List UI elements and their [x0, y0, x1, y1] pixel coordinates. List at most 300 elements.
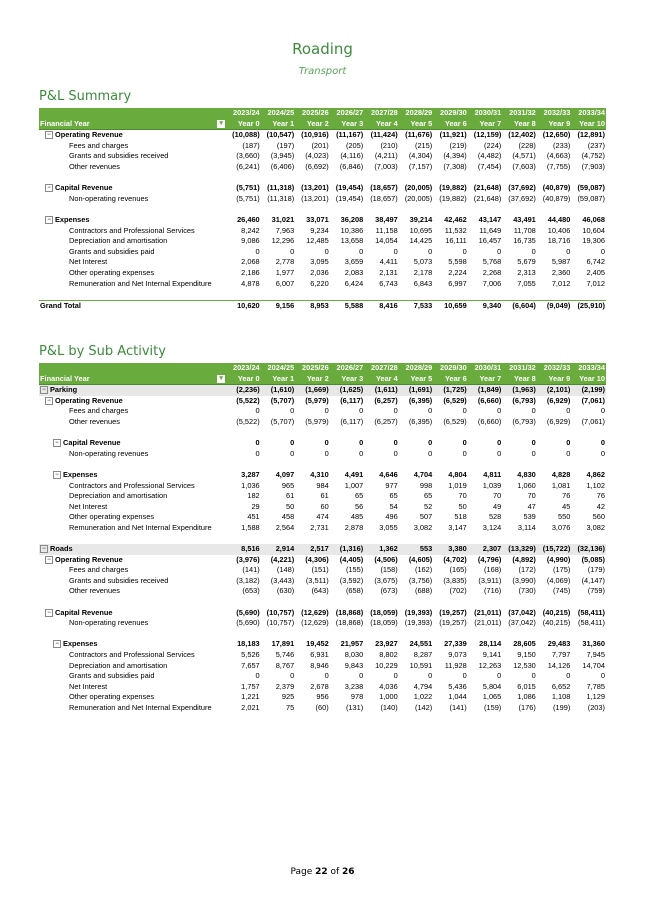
row-label-cell: [39, 565, 226, 576]
value-cell: (4,221): [270, 554, 295, 564]
value-cell: 10,406: [547, 225, 571, 235]
value-cell: 45: [562, 501, 571, 511]
value-cell: 0: [566, 671, 571, 681]
value-cell: [399, 204, 434, 215]
value-cell: 65: [424, 491, 433, 501]
value-cell: (60): [315, 703, 329, 712]
value-cell: 11,158: [375, 225, 398, 235]
value-cell: (4,663): [546, 151, 571, 161]
row-label-cell: [39, 428, 226, 439]
value-cell: 0: [290, 246, 295, 256]
header-year-label: Year 3: [330, 119, 365, 130]
header-year: 2026/27: [330, 108, 365, 119]
value-cell: 11,708: [513, 225, 536, 235]
value-cell: 17,891: [271, 639, 295, 649]
value-cell: 61: [320, 491, 329, 501]
table-row: [39, 173, 606, 184]
value-cell: (175): [553, 565, 571, 575]
value-cell: (131): [345, 703, 364, 712]
header-year: 2026/27: [330, 363, 365, 374]
row-label-cell: [39, 692, 226, 703]
value-cell: 76: [596, 491, 605, 501]
row-label-cell: [39, 247, 226, 258]
value-cell: 0: [393, 406, 398, 416]
value-cell: 76: [562, 491, 571, 501]
value-cell: (12,650): [542, 130, 571, 140]
value-cell: (37,042): [508, 607, 536, 617]
row-label: Contractors and Professional Services: [69, 225, 195, 235]
row-label-cell: [39, 650, 226, 661]
value-cell: (10,757): [266, 618, 295, 628]
value-cell: 14,126: [547, 660, 571, 670]
header-year: 2032/33: [537, 363, 572, 374]
collapse-toggle-icon[interactable]: −: [45, 216, 53, 224]
footer-page-total: 26: [342, 867, 355, 877]
value-cell: 4,794: [413, 681, 433, 691]
value-cell: 50: [458, 501, 467, 511]
header-year: 2027/28: [364, 363, 399, 374]
value-cell: (12,629): [301, 618, 329, 628]
value-cell: 0: [462, 671, 467, 681]
value-cell: 550: [557, 512, 571, 522]
value-cell: 0: [497, 406, 502, 416]
value-cell: 11,532: [444, 225, 467, 235]
value-cell: 5,987: [551, 257, 571, 267]
footer-of: of: [327, 867, 343, 877]
value-cell: 1,036: [241, 480, 260, 490]
value-cell: 2,313: [517, 267, 536, 277]
value-cell: [261, 289, 296, 300]
value-cell: 7,945: [586, 650, 605, 660]
row-label-cell: [39, 396, 226, 407]
value-cell: [468, 173, 503, 184]
value-cell: (151): [311, 565, 329, 575]
value-cell: [399, 459, 434, 470]
header-year: 2025/26: [295, 363, 330, 374]
value-cell: 38,497: [375, 214, 398, 224]
value-cell: 3,082: [413, 522, 433, 532]
row-label-cell: [39, 481, 226, 492]
value-cell: (18,868): [335, 618, 364, 628]
value-cell: (7,454): [477, 161, 502, 171]
value-cell: 3,082: [586, 522, 605, 532]
value-cell: [226, 204, 261, 215]
table-row: [39, 385, 606, 396]
value-cell: [571, 428, 606, 439]
row-label: Net Interest: [69, 681, 108, 691]
value-cell: 8,802: [379, 650, 398, 660]
value-cell: 0: [566, 406, 571, 416]
value-cell: [364, 173, 399, 184]
value-cell: 0: [359, 246, 364, 256]
value-cell: (3,592): [339, 575, 364, 585]
row-label-cell: [39, 597, 226, 608]
value-cell: 4,862: [586, 469, 605, 479]
table-row: [39, 703, 606, 714]
header-year: 2033/34: [571, 363, 606, 374]
value-cell: [468, 289, 503, 300]
row-label: Operating Revenue: [55, 130, 123, 140]
value-cell: [330, 428, 365, 439]
value-cell: 44,480: [547, 214, 571, 224]
table-row: [39, 279, 606, 290]
value-cell: (6,604): [502, 300, 537, 311]
table-row: [39, 555, 606, 566]
row-label-cell: [39, 173, 226, 184]
value-cell: 0: [359, 406, 364, 416]
value-cell: 39,214: [409, 214, 433, 224]
value-cell: (5,707): [270, 416, 295, 426]
value-cell: 4,097: [275, 469, 295, 479]
header-year: 2029/30: [433, 108, 468, 119]
value-cell: 12,263: [478, 660, 502, 670]
value-cell: (1,725): [433, 385, 468, 396]
value-cell: (673): [380, 586, 398, 596]
value-cell: (10,088): [232, 130, 260, 140]
value-cell: 1,019: [448, 480, 467, 490]
value-cell: 31,021: [271, 214, 295, 224]
page-subtitle: Transport: [298, 66, 347, 77]
value-cell: 3,055: [379, 522, 398, 532]
value-cell: (20,005): [404, 193, 433, 203]
table-row: [39, 204, 606, 215]
value-cell: (19,882): [439, 183, 467, 193]
value-cell: (159): [484, 703, 502, 712]
table-row: [39, 470, 606, 481]
value-cell: [226, 597, 261, 608]
header-year-label: Year 7: [468, 119, 503, 130]
value-cell: [433, 428, 468, 439]
value-cell: (6,660): [477, 395, 502, 405]
collapse-toggle-icon[interactable]: −: [53, 439, 61, 447]
table-row: [39, 597, 606, 608]
value-cell: 4,491: [344, 469, 364, 479]
row-label-cell: [39, 470, 226, 481]
value-cell: (19,257): [439, 618, 467, 628]
collapse-toggle-icon[interactable]: −: [40, 386, 48, 394]
value-cell: (215): [414, 140, 433, 150]
value-cell: (3,945): [270, 151, 295, 161]
value-cell: (142): [414, 703, 433, 712]
value-cell: (5,979): [305, 416, 329, 426]
row-label: Non-operating revenues: [69, 448, 149, 458]
row-label-cell: [39, 586, 226, 597]
value-cell: (745): [553, 586, 571, 596]
value-cell: 0: [255, 438, 260, 448]
value-cell: (6,395): [408, 416, 433, 426]
value-cell: [226, 534, 261, 545]
value-cell: [571, 173, 606, 184]
value-cell: (7,903): [581, 161, 605, 171]
table-row: [39, 459, 606, 470]
value-cell: [571, 289, 606, 300]
value-cell: (205): [345, 140, 364, 150]
value-cell: 2,178: [413, 267, 433, 277]
row-label: Grants and subsidies received: [69, 151, 169, 161]
value-cell: 0: [600, 448, 605, 458]
header-year-label: Year 0: [226, 119, 261, 130]
value-cell: (11,167): [336, 130, 364, 140]
header-year-label: Year 9: [537, 374, 572, 385]
value-cell: 2,678: [310, 681, 329, 691]
table-row: [39, 183, 606, 194]
value-cell: (6,257): [374, 395, 398, 405]
value-cell: (3,835): [443, 575, 467, 585]
value-cell: 10,386: [340, 225, 364, 235]
value-cell: 5,679: [517, 257, 536, 267]
value-cell: (13,201): [301, 183, 329, 193]
value-cell: (4,605): [408, 554, 433, 564]
value-cell: [537, 629, 572, 640]
collapse-toggle-icon[interactable]: −: [45, 397, 53, 405]
value-cell: 496: [385, 512, 398, 522]
value-cell: (40,215): [542, 607, 571, 617]
value-cell: 6,652: [551, 681, 571, 691]
value-cell: [433, 459, 468, 470]
value-cell: 1,007: [344, 480, 364, 490]
pl-sub-activity-title: P&L by Sub Activity: [39, 344, 166, 359]
value-cell: (4,069): [546, 575, 571, 585]
value-cell: 7,012: [586, 278, 605, 288]
value-cell: 4,804: [448, 469, 467, 479]
row-label: Operating Revenue: [55, 395, 123, 405]
value-cell: 998: [419, 480, 433, 490]
value-cell: 0: [393, 438, 398, 448]
value-cell: 14,704: [582, 660, 605, 670]
value-cell: 8,953: [295, 300, 330, 311]
value-cell: 9,086: [241, 236, 260, 246]
value-cell: [295, 597, 330, 608]
value-cell: (2,101): [537, 385, 572, 396]
value-cell: 8,416: [364, 300, 399, 311]
value-cell: 31,360: [582, 639, 605, 649]
value-cell: (19,454): [335, 183, 364, 193]
value-cell: (219): [449, 140, 467, 150]
value-cell: 4,646: [379, 469, 398, 479]
row-label-cell: [39, 141, 226, 152]
value-cell: 10,229: [375, 660, 398, 670]
value-cell: 2,186: [241, 267, 260, 277]
value-cell: 0: [255, 448, 260, 458]
value-cell: 54: [389, 501, 398, 511]
value-cell: 8,767: [275, 660, 295, 670]
row-label: Capital Revenue: [55, 183, 113, 193]
value-cell: 6,424: [344, 278, 364, 288]
row-label-cell: [39, 194, 226, 205]
value-cell: [330, 289, 365, 300]
value-cell: 4,878: [241, 278, 260, 288]
value-cell: 4,704: [413, 469, 433, 479]
value-cell: [537, 534, 572, 545]
page-footer: [0, 867, 645, 877]
value-cell: (19,393): [404, 607, 433, 617]
value-cell: 0: [290, 448, 295, 458]
value-cell: 36,208: [340, 214, 364, 224]
value-cell: 49: [493, 501, 502, 511]
value-cell: 1,977: [275, 267, 295, 277]
row-label-cell: [39, 406, 226, 417]
row-label-cell: [39, 438, 226, 449]
value-cell: (40,879): [542, 193, 571, 203]
value-cell: 0: [531, 406, 536, 416]
value-cell: [330, 173, 365, 184]
table-row: [39, 417, 606, 428]
value-cell: (5,707): [270, 395, 295, 405]
row-label-cell: [39, 661, 226, 672]
filter-dropdown-icon[interactable]: ▾: [217, 375, 225, 383]
row-label-cell: [39, 618, 226, 629]
row-label-cell: [39, 183, 226, 194]
value-cell: [537, 428, 572, 439]
row-label: Contractors and Professional Services: [69, 480, 195, 490]
value-cell: [399, 597, 434, 608]
row-label-cell: [39, 279, 226, 290]
value-cell: [537, 289, 572, 300]
value-cell: [399, 173, 434, 184]
value-cell: 0: [462, 438, 467, 448]
value-cell: 0: [566, 438, 571, 448]
header-year-label: Year 10: [571, 119, 606, 130]
header-year: 2028/29: [399, 363, 434, 374]
collapse-toggle-icon[interactable]: −: [45, 556, 53, 564]
value-cell: [330, 204, 365, 215]
row-label-cell: [39, 226, 226, 237]
value-cell: (6,395): [408, 395, 433, 405]
value-cell: (6,406): [270, 161, 295, 171]
value-cell: [502, 173, 537, 184]
header-year-label: Year 5: [399, 374, 434, 385]
value-cell: [295, 629, 330, 640]
collapse-toggle-icon[interactable]: −: [45, 609, 53, 617]
table-row: [39, 544, 606, 555]
row-label-cell: [39, 162, 226, 173]
collapse-toggle-icon[interactable]: −: [45, 131, 53, 139]
value-cell: (172): [518, 565, 536, 575]
footer-prefix: Page: [290, 867, 316, 877]
row-label-cell: [39, 385, 226, 396]
value-cell: [537, 173, 572, 184]
value-cell: 13,658: [340, 236, 364, 246]
value-cell: 2,517: [295, 544, 330, 555]
value-cell: [433, 597, 468, 608]
collapse-toggle-icon[interactable]: −: [53, 640, 61, 648]
row-label-cell: [39, 491, 226, 502]
value-cell: (4,796): [477, 554, 502, 564]
value-cell: 4,411: [379, 257, 398, 267]
value-cell: [226, 173, 261, 184]
value-cell: 23,927: [375, 639, 398, 649]
value-cell: [295, 204, 330, 215]
value-cell: 75: [285, 703, 295, 712]
value-cell: 0: [324, 671, 329, 681]
value-cell: (18,059): [370, 618, 398, 628]
header-year-label: Year 3: [330, 374, 365, 385]
header-year-label: Year 8: [502, 119, 537, 130]
header-year-label: Year 4: [364, 374, 399, 385]
table-row: [39, 671, 606, 682]
row-label: Non-operating revenues: [69, 618, 149, 628]
value-cell: (3,976): [236, 554, 260, 564]
filter-dropdown-icon[interactable]: ▾: [217, 120, 225, 128]
value-cell: 0: [393, 448, 398, 458]
table-row: [39, 661, 606, 672]
collapse-toggle-icon[interactable]: −: [53, 471, 61, 479]
value-cell: (6,929): [546, 395, 571, 405]
row-label: Remuneration and Net Internal Expenditure: [69, 278, 212, 288]
value-cell: (4,023): [305, 151, 329, 161]
value-cell: (15,722): [537, 544, 572, 555]
value-cell: 4,828: [551, 469, 571, 479]
value-cell: 560: [592, 512, 605, 522]
value-cell: 0: [428, 671, 433, 681]
collapse-toggle-icon[interactable]: −: [45, 184, 53, 192]
value-cell: 9,340: [468, 300, 503, 311]
value-cell: 2,131: [379, 267, 398, 277]
value-cell: 16,457: [478, 236, 502, 246]
value-cell: (5,522): [236, 395, 260, 405]
value-cell: [226, 428, 261, 439]
value-cell: (7,755): [546, 161, 571, 171]
value-cell: 7,533: [399, 300, 434, 311]
financial-year-label: Financial Year: [40, 118, 90, 128]
value-cell: 3,147: [448, 522, 467, 532]
value-cell: 42,462: [444, 214, 467, 224]
value-cell: (187): [242, 140, 260, 150]
value-cell: [433, 289, 468, 300]
value-cell: (140): [380, 703, 398, 712]
table-row: [39, 608, 606, 619]
value-cell: 5,073: [413, 257, 433, 267]
row-label: Expenses: [63, 469, 98, 479]
value-cell: (10,757): [266, 607, 295, 617]
row-label-cell: [39, 502, 226, 513]
value-cell: [537, 459, 572, 470]
table-row: [39, 618, 606, 629]
value-cell: (5,522): [236, 416, 260, 426]
value-cell: 0: [428, 246, 433, 256]
value-cell: (3,990): [512, 575, 536, 585]
row-label: Other revenues: [69, 586, 120, 596]
value-cell: (4,211): [374, 151, 398, 161]
value-cell: [364, 428, 399, 439]
value-cell: [502, 428, 537, 439]
value-cell: 14,425: [409, 236, 433, 246]
row-label-cell: [39, 629, 226, 640]
value-cell: 7,785: [586, 681, 605, 691]
row-label: Grants and subsidies paid: [69, 671, 155, 681]
value-cell: (165): [449, 565, 467, 575]
value-cell: (7,157): [408, 161, 433, 171]
row-label-cell: [39, 523, 226, 534]
value-cell: (2,236): [226, 385, 261, 396]
row-label: Remuneration and Net Internal Expenditure: [69, 703, 212, 712]
row-label: Fees and charges: [69, 565, 129, 575]
value-cell: (4,990): [546, 554, 571, 564]
value-cell: 0: [324, 448, 329, 458]
header-blank: [39, 108, 226, 119]
row-label: Depreciation and amortisation: [69, 660, 168, 670]
value-cell: [226, 629, 261, 640]
value-cell: 0: [359, 448, 364, 458]
row-label: Expenses: [63, 639, 98, 649]
value-cell: 70: [458, 491, 467, 501]
row-label-cell: [39, 215, 226, 226]
collapse-toggle-icon[interactable]: −: [40, 545, 48, 553]
value-cell: [261, 459, 296, 470]
value-cell: [502, 629, 537, 640]
row-label: Grants and subsidies paid: [69, 246, 155, 256]
value-cell: 0: [290, 438, 295, 448]
